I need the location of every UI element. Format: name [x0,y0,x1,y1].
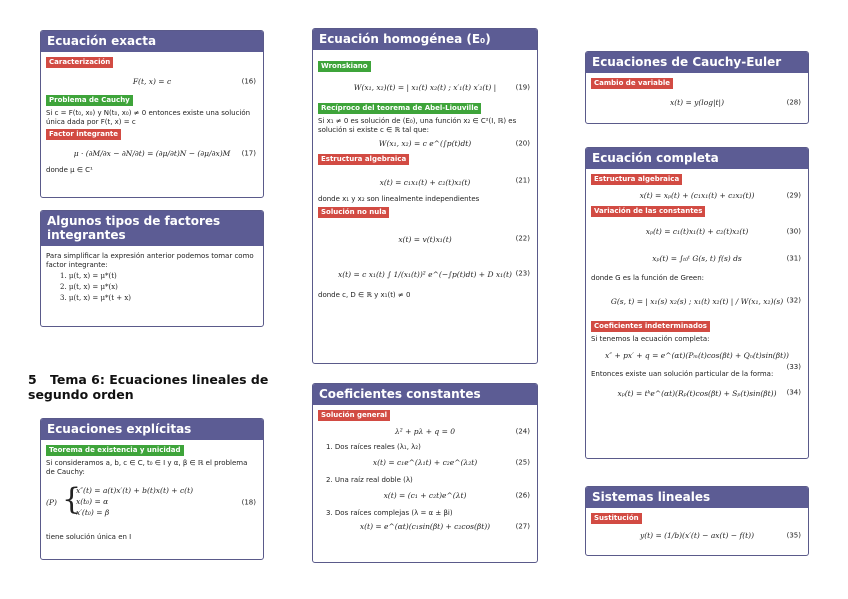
box-title: Ecuación exacta [41,31,263,52]
equation-32: G(s, t) = | x₁(s) x₂(s) ; x₁(t) x₂(t) | / W(x₁, x₂)(s) (32) [610,296,801,306]
box-cauchy-euler [585,51,809,124]
text-green: donde G es la función de Green: [591,274,705,282]
text-constantes: donde c, D ∈ ℝ y x₁(t) ≠ 0 [318,290,411,299]
equation-25: x(t) = c₁e^(λ₁t) + c₂e^(λ₂t) (25) [372,458,530,467]
section-heading [28,372,278,402]
box-title: Sistemas lineales [586,487,808,508]
tag-caracterizacion: Caracterización [46,57,113,68]
text-cauchy: Si c = F(t₀, x₀) y N(t₀, x₀) ≠ 0 entonces existe una solución única dada por F(t, x) = c [46,109,251,126]
box-factores-integrantes [40,210,264,327]
tag-teorema-existencia: Teorema de existencia y unicidad [46,445,184,456]
box-title: Coeficientes constantes [313,384,537,405]
box-ecuacion-exacta [40,30,264,198]
box-sistemas-lineales [585,486,809,556]
box-coeficientes-constantes [312,383,538,563]
equation-16: F(t, x) = c (16) [132,77,256,86]
box-title: Ecuaciones de Cauchy-Euler [586,52,808,73]
box-ecuacion-homogenea [312,28,538,364]
equation-17: μ · (∂M/∂x − ∂N/∂t) = (∂μ/∂t)N − (∂μ/∂x)M (17) [73,149,256,158]
text-mu: donde μ ∈ C¹ [46,166,93,174]
list-item-reales: 1. Dos raíces reales (λ₁, λ₂) [326,443,421,451]
tag-variacion-constantes: Variación de las constantes [591,206,705,217]
equation-26: x(t) = (c₁ + c₂t)e^(λt) (26) [383,491,530,500]
list-item: 1. μ(t, x) = μ*(t) [60,272,117,280]
section-number: 5 [28,372,37,387]
text-abel: Si x₁ ≠ 0 es solución de (E₀), una función x₂ ∈ C²(I, ℝ) es solución si existe c ∈ ℝ tal que: [318,117,517,134]
equation-34: xₚ(t) = tᵏe^(αt)(Rₚ(t)cos(βt) + Sₚ(t)sin(βt)) (34) [617,388,801,398]
box-ecuacion-completa [585,147,809,459]
tag-estructura-algebraica: Estructura algebraica [591,174,682,185]
list-item-complejas: 3. Dos raíces complejas (λ = α ± βi) [326,509,453,517]
text-solucion-unica: tiene solución única en I [46,533,132,541]
box-title: Algunos tipos de factores integrantes [41,211,263,246]
equation-29: x(t) = xₚ(t) + (c₁x₁(t) + c₂x₂(t)) (29) [639,191,801,200]
tag-sustitucion: Sustitución [591,513,642,524]
list-item-doble: 2. Una raíz real doble (λ) [326,476,413,484]
tag-solucion-no-nula: Solución no nula [318,207,389,218]
equation-22: x(t) = v(t)x₁(t) (22) [398,234,530,244]
tag-factor-integrante: Factor integrante [46,129,121,140]
text-factores: Para simplificar la expresión anterior podemos tomar como factor integrante: [46,252,254,269]
list-factores [60,271,258,304]
equation-21: x(t) = c₁x₁(t) + c₂(t)x₂(t) (21) [379,176,530,187]
tag-coeficientes-indeterminados: Coeficientes indeterminados [591,321,710,332]
section-title: Tema 6: Ecuaciones lineales de segundo orden [28,372,269,402]
equation-20: W(x₁, x₂) = c e^(∫p(t)dt) (20) [378,139,530,148]
equation-24: λ² + pλ + q = 0 (24) [394,427,530,436]
box-title: Ecuación completa [586,148,808,169]
equation-23: x(t) = c x₁(t) ∫ 1/(x₁(t))² e^(−∫p(t)dt) + D x₁(t) (23) [338,269,530,279]
box-ecuaciones-explicitas [40,418,264,560]
text-solucion-particular: Entonces existe uan solución particular de la forma: [591,370,774,378]
equation-33: x″ + px′ + q = e^(αt)(Pₘ(t)cos(βt) + Qₙ(t)sin(βt)) (33) [605,351,801,371]
equation-28: x(t) = y(log|t|) (28) [669,98,801,107]
equation-18: (P) { x″(t) = a(t)x′(t) + b(t)x(t) + c(t) x(t₀) = α x′(t₀) = β (18) [46,482,256,517]
text-ecuacion-completa: Si tenemos la ecuación completa: [591,334,710,343]
box-title: Ecuaciones explícitas [41,419,263,440]
tag-reciproco-abel: Recíproco del teorema de Abel-Liouville [318,103,481,114]
equation-30: xₚ(t) = c₁(t)x₁(t) + c₂(t)x₂(t) (30) [645,227,801,236]
equation-31: xₚ(t) = ∫ₜ₀ᵗ G(s, t) f(s) ds (31) [652,254,801,263]
list-item: 3. μ(t, x) = μ*(t + x) [60,294,132,302]
tag-wronskiano: Wronskiano [318,61,371,72]
equation-35: y(t) = (1/b)(x′(t) − ax(t) − f(t)) (35) [639,531,801,540]
equation-19: W(x₁, x₂)(t) = | x₁(t) x₂(t) ; x′₁(t) x′₂(t) | (19) [353,83,530,92]
list-item: 2. μ(t, x) = μ*(x) [60,283,118,291]
tag-problema-cauchy: Problema de Cauchy [46,95,133,106]
tag-solucion-general: Solución general [318,410,390,421]
equation-27: x(t) = e^(αt)(c₁sin(βt) + c₂cos(βt)) (27) [359,522,530,531]
text-independientes: donde x₁ y x₂ son linealmente independientes [318,195,480,203]
box-title: Ecuación homogénea (E₀) [313,29,537,50]
text-considerando: Si consideramos a, b, c ∈ C, t₀ ∈ I y α, β ∈ ℝ el problema de Cauchy: [46,459,248,476]
tag-estructura-algebraica: Estructura algebraica [318,154,409,165]
tag-cambio-variable: Cambio de variable [591,78,673,89]
